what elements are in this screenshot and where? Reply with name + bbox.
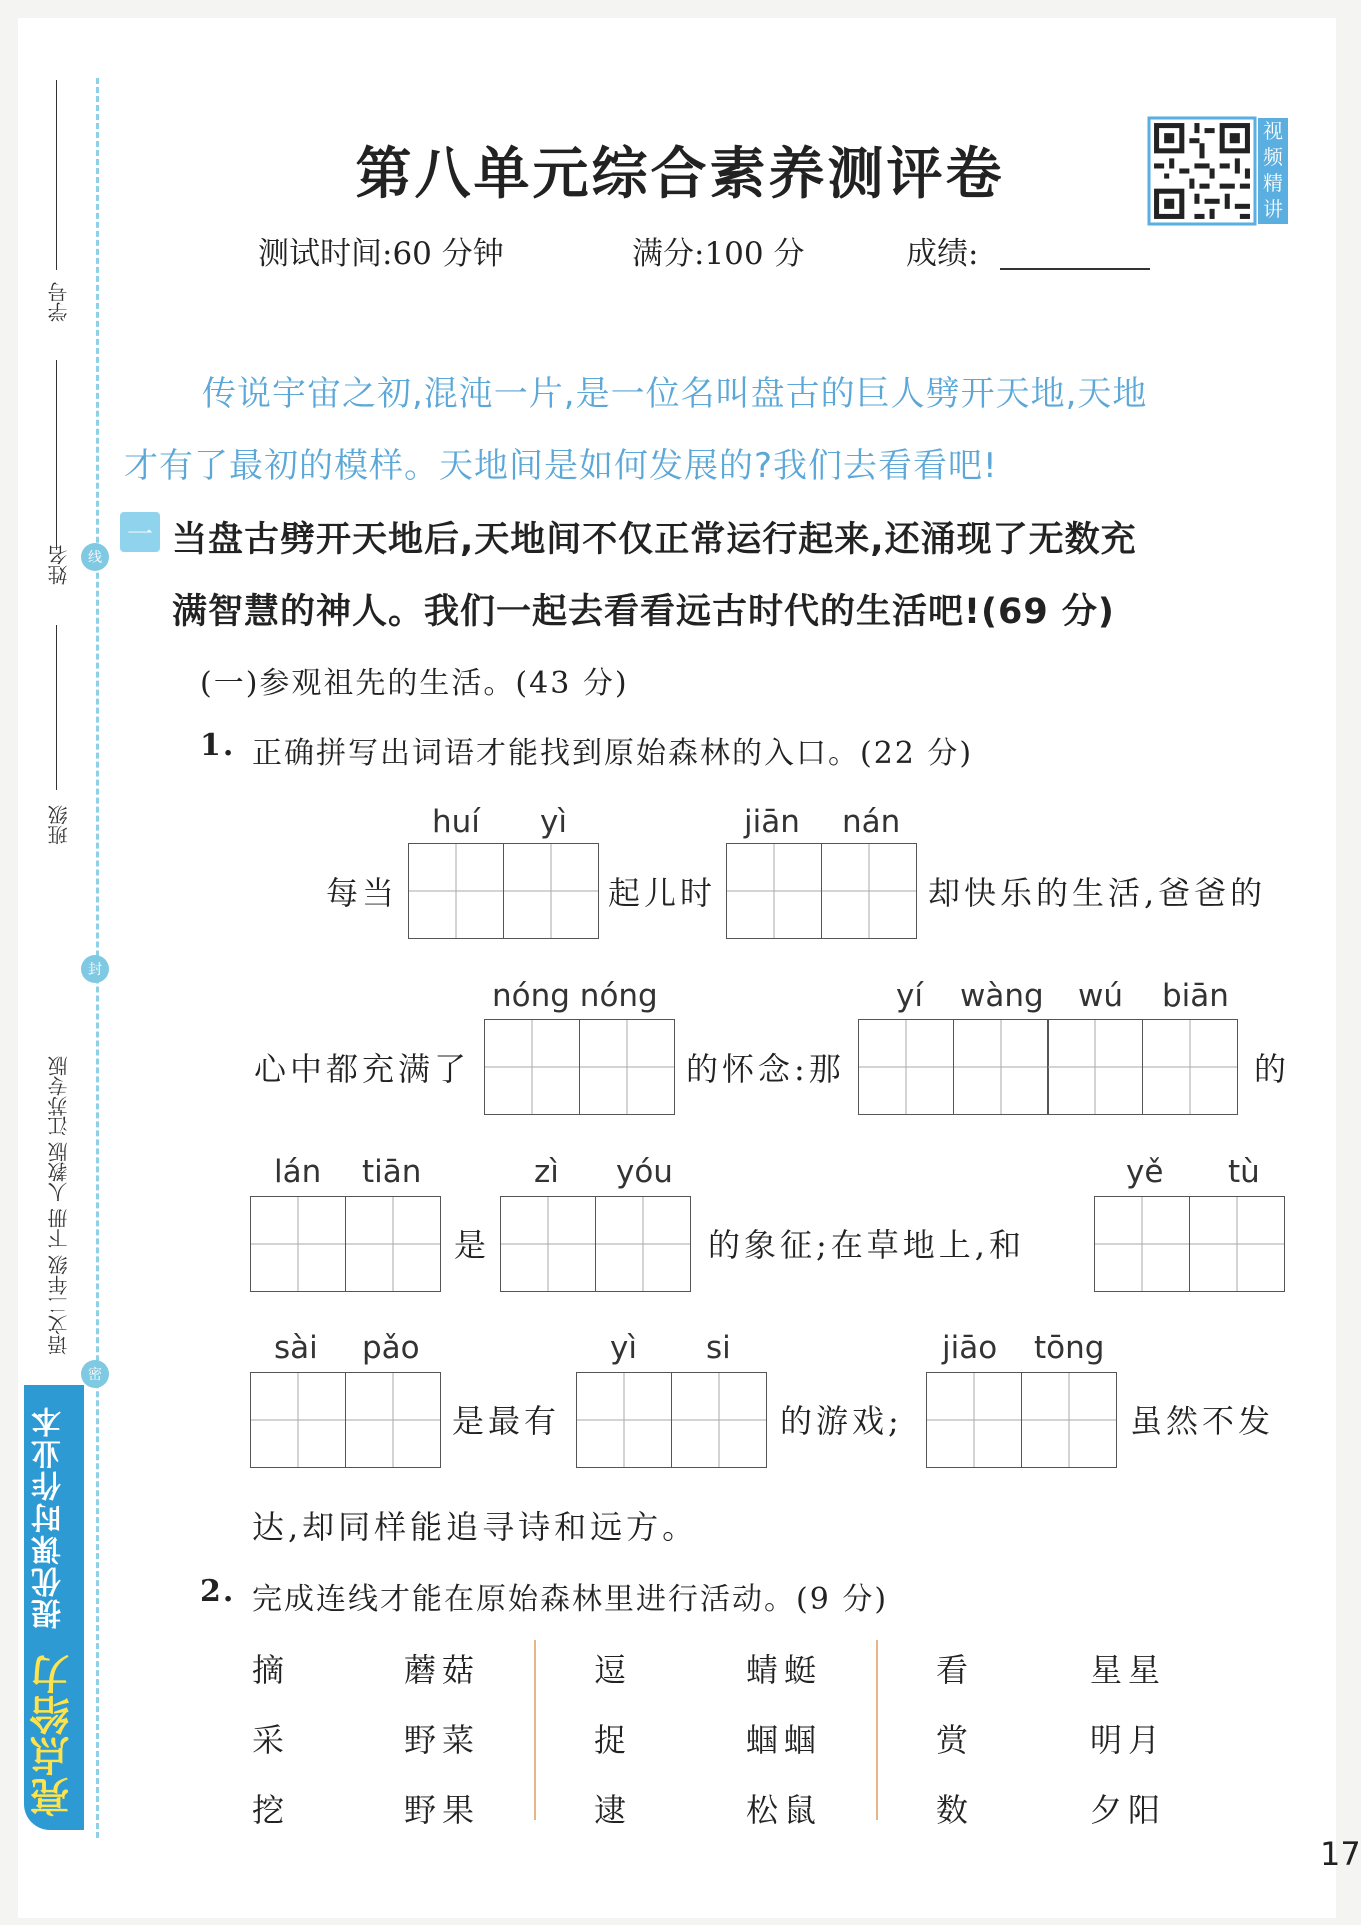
intro-line-1: 传说宇宙之初,混沌一片,是一位名叫盘古的巨人劈开天地,天地: [202, 374, 1148, 414]
sentence-text: 的: [1254, 1050, 1291, 1088]
sentence-text: 的象征;在草地上,和: [708, 1226, 1025, 1264]
verb-item[interactable]: 摘: [252, 1651, 291, 1689]
noun-item[interactable]: 蝈蝈: [746, 1721, 823, 1759]
page-number: 17: [1320, 1835, 1361, 1873]
pinyin: jiāo: [942, 1330, 998, 1366]
answer-grid-lantian[interactable]: [250, 1196, 441, 1292]
name-label: 姓名: [47, 545, 71, 585]
subsection-title: (一)参观祖先的生活。(43 分): [200, 666, 629, 701]
test-time: 测试时间:60 分钟: [258, 236, 504, 272]
book-info: 语文二年级 下册 人教版 江苏专版: [47, 1055, 71, 1355]
noun-item[interactable]: 明月: [1090, 1721, 1167, 1759]
pinyin: nóng nóng: [492, 978, 658, 1014]
verb-item[interactable]: 逗: [594, 1651, 633, 1689]
class-line: [56, 625, 57, 790]
sentence-text: 心中都充满了: [254, 1050, 471, 1088]
sentence-text: 虽然不发: [1130, 1402, 1275, 1440]
student-id-line: [56, 80, 57, 270]
q1-number: 1.: [200, 728, 236, 763]
verb-item[interactable]: 看: [936, 1651, 975, 1689]
verb-item[interactable]: 挖: [252, 1791, 291, 1829]
sentence-text: 每当: [326, 874, 399, 912]
line-mark: 线: [81, 543, 109, 571]
pinyin: yì: [610, 1330, 637, 1366]
answer-grid-yiwangwubian[interactable]: [858, 1019, 1238, 1115]
noun-item[interactable]: 野菜: [404, 1721, 481, 1759]
noun-item[interactable]: 蜻蜓: [746, 1651, 823, 1689]
q1-text: 正确拼写出词语才能找到原始森林的入口。(22 分): [252, 736, 974, 771]
verb-item[interactable]: 赏: [936, 1721, 975, 1759]
answer-grid-huiyi[interactable]: [408, 843, 599, 939]
pinyin: lán: [274, 1154, 322, 1190]
pinyin: wàng: [960, 978, 1044, 1014]
full-score: 满分:100 分: [632, 236, 805, 272]
sentence-text: 的怀念:那: [686, 1050, 845, 1088]
verb-item[interactable]: 捉: [594, 1721, 633, 1759]
group-divider: [534, 1640, 536, 1820]
brand-logo: 亮点给力: [30, 1653, 76, 1817]
answer-grid-jiaotong[interactable]: [926, 1372, 1117, 1468]
group-divider: [876, 1640, 878, 1820]
pinyin: jiān: [744, 804, 800, 840]
pinyin: nán: [842, 804, 901, 840]
sentence-text: 却快乐的生活,爸爸的: [928, 874, 1267, 912]
section-heading-line-2: 满智慧的神人。我们一起去看看远古时代的生活吧!(69 分): [172, 592, 1115, 632]
pinyin: yì: [540, 804, 567, 840]
sentence-end: 达,却同样能追寻诗和远方。: [252, 1508, 699, 1546]
sentence-text: 是: [454, 1226, 491, 1264]
sentence-text: 是最有: [452, 1402, 561, 1440]
pinyin: tōng: [1034, 1330, 1105, 1366]
answer-grid-saipao[interactable]: [250, 1372, 441, 1468]
answer-grid-yisi[interactable]: [576, 1372, 767, 1468]
verb-item[interactable]: 逮: [594, 1791, 633, 1829]
pinyin: wú: [1078, 978, 1124, 1014]
answer-grid-ziyou[interactable]: [500, 1196, 691, 1292]
section-heading-line-1: 当盘古劈开天地后,天地间不仅正常运行起来,还涌现了无数充: [172, 520, 1137, 560]
page-title: 第八单元综合素养测评卷: [355, 141, 1005, 207]
pinyin: yóu: [616, 1154, 673, 1190]
q2-text: 完成连线才能在原始森林里进行活动。(9 分): [252, 1582, 889, 1617]
worksheet-page: [18, 18, 1336, 1918]
name-line: [56, 360, 57, 550]
sentence-text: 起儿时: [608, 874, 717, 912]
noun-item[interactable]: 星星: [1090, 1651, 1167, 1689]
answer-grid-nongnong[interactable]: [484, 1019, 675, 1115]
pinyin: yě: [1126, 1154, 1164, 1190]
pinyin: zì: [534, 1154, 559, 1190]
noun-item[interactable]: 野果: [404, 1791, 481, 1829]
noun-item[interactable]: 蘑菇: [404, 1651, 481, 1689]
noun-item[interactable]: 松鼠: [746, 1791, 823, 1829]
brand-title: 提优课时作业本: [32, 1405, 67, 1630]
pinyin: yí: [896, 978, 923, 1014]
qr-code-icon[interactable]: [1148, 118, 1256, 224]
pinyin: huí: [432, 804, 480, 840]
pinyin: pǎo: [362, 1330, 420, 1366]
verb-item[interactable]: 数: [936, 1791, 975, 1829]
class-label: 班级: [47, 805, 71, 845]
pinyin: biān: [1162, 978, 1229, 1014]
answer-grid-jiannan[interactable]: [726, 843, 917, 939]
q2-number: 2.: [200, 1574, 236, 1609]
answer-grid-yetu[interactable]: [1094, 1196, 1285, 1292]
video-explain-label: 视频精讲: [1258, 118, 1288, 224]
pinyin: tù: [1228, 1154, 1260, 1190]
seal-mark: 封: [81, 955, 109, 983]
intro-line-2: 才有了最初的模样。天地间是如何发展的?我们去看看吧!: [124, 446, 998, 486]
score-blank[interactable]: [1000, 268, 1150, 270]
noun-item[interactable]: 夕阳: [1090, 1791, 1167, 1829]
verb-item[interactable]: 采: [252, 1721, 291, 1759]
pinyin: si: [706, 1330, 731, 1366]
student-id-label: 学号: [47, 282, 71, 322]
section-badge: 一: [120, 512, 160, 552]
secret-mark: 密: [81, 1360, 109, 1388]
sentence-text: 的游戏;: [780, 1402, 903, 1440]
score-label: 成绩:: [906, 236, 979, 272]
pinyin: tiān: [362, 1154, 422, 1190]
pinyin: sài: [274, 1330, 318, 1366]
